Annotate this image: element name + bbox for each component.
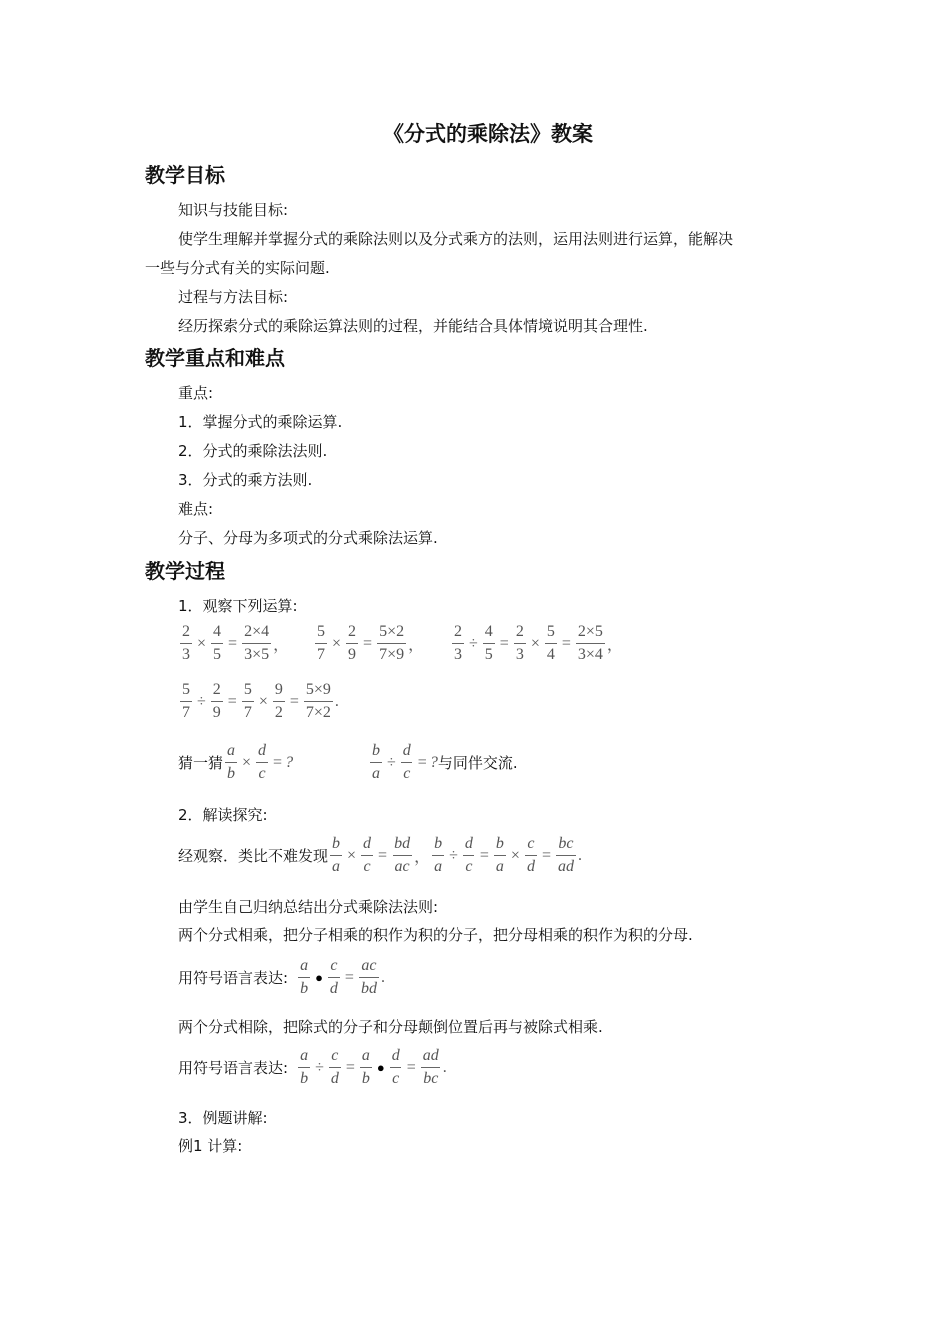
paragraph: 2．解读探究: — [178, 806, 268, 824]
section-heading-goals: 教学目标 — [145, 163, 225, 187]
list-item: 3．分式的乘方法则. — [178, 471, 313, 489]
equation: $\frac{2}{3}$ ÷ $\frac{4}{5}$ = $\frac{2}{3}$ × $\frac{5}{4}$ = $\frac{2\times 5}{3\times 4}$ ， — [454, 623, 623, 663]
section-heading-process: 教学过程 — [145, 559, 225, 583]
equation: $\frac{2}{3}$ × $\frac{4}{5}$ = $\frac{2\times 4}{3\times 5}$ ， — [182, 623, 290, 663]
guess-line: $\frac{b}{a}$ ÷ $\frac{d}{c}$ = ? 与同伴交流. — [372, 742, 518, 782]
paragraph: 分子、分母为多项式的分式乘除法运算. — [178, 529, 438, 547]
paragraph: 两个分式相乘，把分子相乘的积作为积的分子，把分母相乘的积作为积的分母. — [178, 926, 693, 944]
paragraph: 知识与技能目标: — [178, 201, 289, 219]
paragraph: 由学生自己归纳总结出分式乘除法法则: — [178, 898, 439, 916]
page-title: 《分式的乘除法》教案 — [383, 122, 593, 146]
paragraph: 3．例题讲解: — [178, 1109, 268, 1127]
list-item: 1．掌握分式的乘除运算. — [178, 413, 343, 431]
list-item: 2．分式的乘除法法则. — [178, 442, 328, 460]
equation: $\frac{5}{7}$ × $\frac{2}{9}$ = $\frac{5\times 2}{7\times 9}$ ， — [317, 623, 425, 663]
section-heading-key-points: 教学重点和难点 — [145, 346, 285, 370]
paragraph: 使学生理解并掌握分式的乘除法则以及分式乘方的法则，运用法则进行运算，能解决 — [178, 230, 734, 248]
paragraph: 两个分式相除，把除式的分子和分母颠倒位置后再与被除式相乘. — [178, 1018, 603, 1036]
paragraph: 过程与方法目标: — [178, 288, 289, 306]
paragraph: 一些与分式有关的实际问题. — [145, 259, 330, 277]
symbolic-rule-multiply: 用符号语言表达: $\frac{a}{b}$ ● $\frac{c}{d}$ = $\frac{ac}{bd}$ . — [178, 957, 385, 997]
paragraph: 1．观察下列运算: — [178, 597, 298, 615]
paragraph: 难点: — [178, 500, 214, 518]
observation-line: 经观察．类比不难发现 $\frac{b}{a}$ × $\frac{d}{c}$ = $\frac{bd}{ac}$ ， $\frac{b}{a}$ ÷ $\frac{d}{c}$ = $\frac{b}{a}$ × $\frac{c}{d}$ = $\frac{bc}{ad}$ . — [178, 835, 582, 875]
paragraph: 例1 计算: — [178, 1137, 243, 1155]
symbolic-rule-divide: 用符号语言表达: $\frac{a}{b}$ ÷ $\frac{c}{d}$ = $\frac{a}{b}$ ● $\frac{d}{c}$ = $\frac{ad}{bc}$ . — [178, 1047, 447, 1087]
paragraph: 经历探索分式的乘除运算法则的过程，并能结合具体情境说明其合理性. — [178, 317, 648, 335]
equation: $\frac{5}{7}$ ÷ $\frac{2}{9}$ = $\frac{5}{7}$ × $\frac{9}{2}$ = $\frac{5\times 9}{7\times 2}$ . — [182, 681, 339, 721]
paragraph: 重点: — [178, 384, 214, 402]
guess-line: 猜一猜 $\frac{a}{b}$ × $\frac{d}{c}$ = ? — [178, 742, 294, 782]
